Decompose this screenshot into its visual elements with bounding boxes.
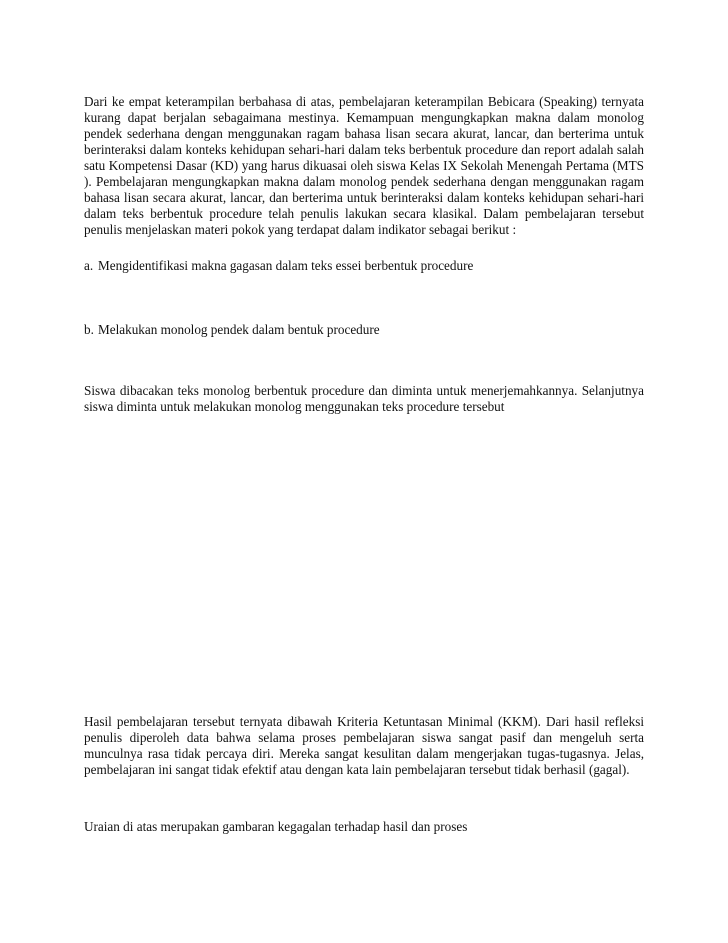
- list-text-a: Mengidentifikasi makna gagasan dalam teks essei berbentuk procedure: [98, 258, 474, 273]
- list-item-b: [84, 322, 644, 338]
- paragraph-intro: Dari ke empat keterampilan berbahasa di atas, pembelajaran keterampilan Bebicara (Speaking) ternyata kurang dapat berjalan sebagaimana mestinya. Kemampuan mengungkapkan makna dalam monolog pendek sederhana dengan menggunakan ragam bahasa lisan secara akurat, lancar, dan berterima untuk berinteraksi dalam konteks kehidupan sehari-hari dalam teks berbentuk procedure dan report adalah salah satu Kompetensi Dasar (KD) yang harus dikuasai oleh siswa Kelas IX Sekolah Menengah Pertama (MTS ). Pembelajaran mengungkapkan makna dalam monolog pendek sederhana dengan menggunakan ragam bahasa lisan secara akurat, lancar, dan berterima untuk berinteraksi dalam konteks kehidupan sehari-hari dalam teks berbentuk procedure telah penulis lakukan secara klasikal. Dalam pembelajaran tersebut penulis menjelaskan materi pokok yang terdapat dalam indikator sebagai berikut :: [84, 94, 644, 237]
- list-marker-b: b.: [84, 322, 94, 337]
- paragraph-activity: Siswa dibacakan teks monolog berbentuk procedure dan diminta untuk menerjemahkannya. Selanjutnya siswa diminta untuk melakukan monolog menggunakan teks procedure tersebut: [84, 383, 644, 414]
- document-page: [84, 94, 644, 834]
- paragraph-conclusion: Uraian di atas merupakan gambaran kegagalan terhadap hasil dan proses: [84, 819, 468, 834]
- list-item-a: [84, 258, 644, 274]
- list-marker-a: a.: [84, 258, 94, 273]
- list-text-b: Melakukan monolog pendek dalam bentuk procedure: [98, 322, 380, 337]
- paragraph-result: Hasil pembelajaran tersebut ternyata dibawah Kriteria Ketuntasan Minimal (KKM). Dari hasil refleksi penulis diperoleh data bahwa selama proses pembelajaran siswa sangat pasif dan mengeluh serta munculnya rasa tidak percaya diri. Mereka sangat kesulitan dalam mengerjakan tugas-tugasnya. Jelas, pembelajaran ini sangat tidak efektif atau dengan kata lain pembelajaran tersebut tidak berhasil (gagal).: [84, 714, 644, 777]
